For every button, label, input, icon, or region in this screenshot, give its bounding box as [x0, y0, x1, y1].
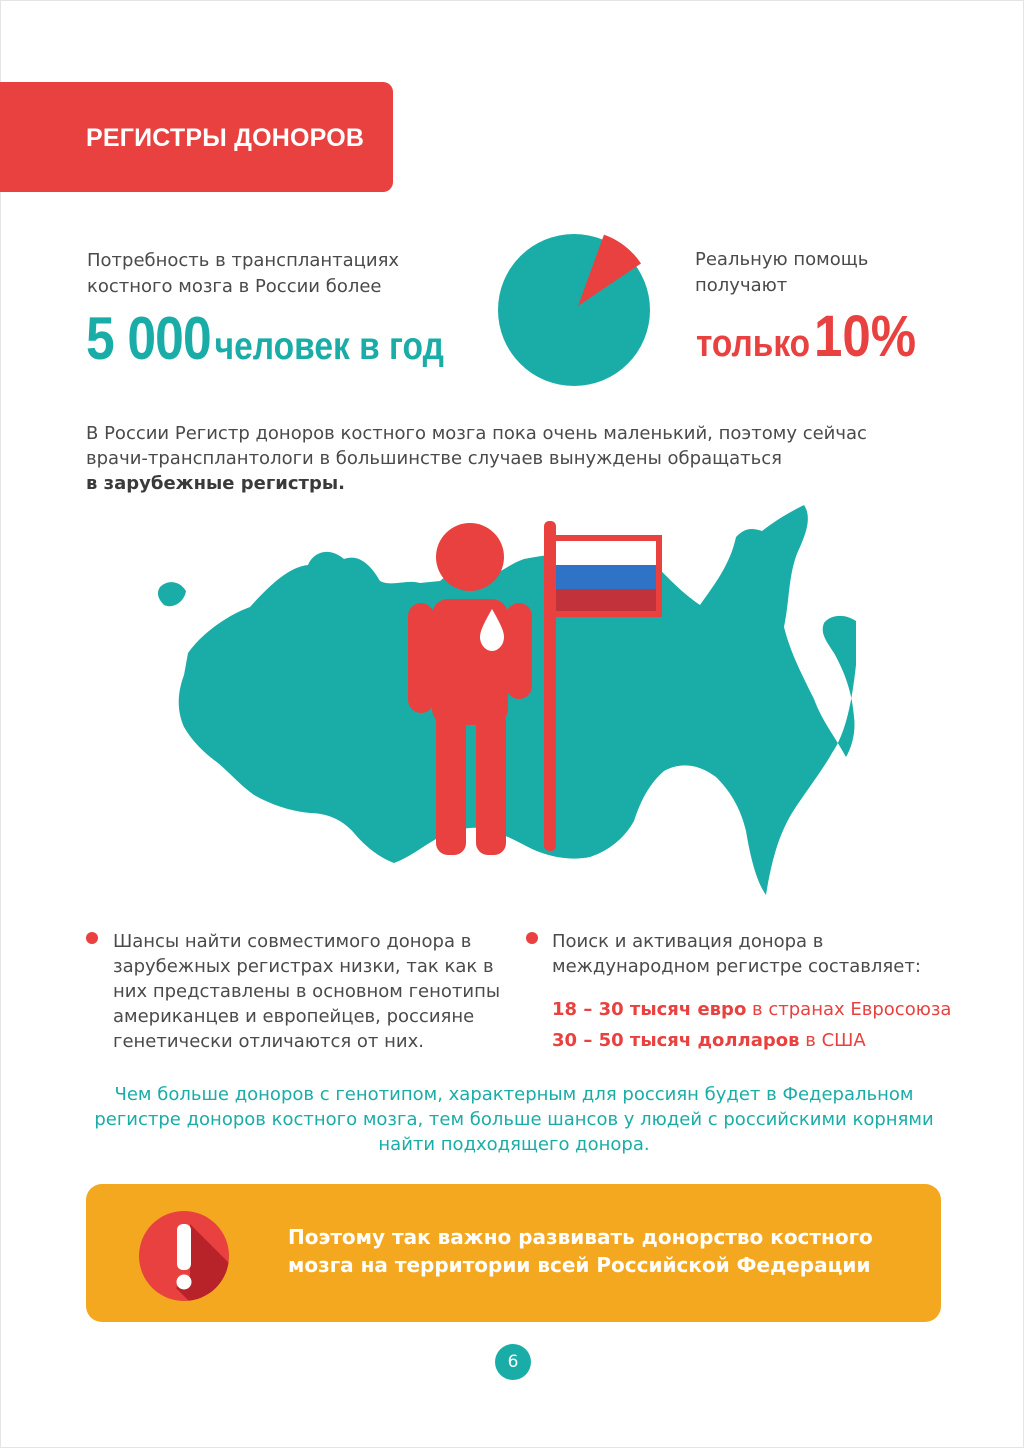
- flag-blue-stripe: [556, 565, 656, 589]
- right-line-1: Поиск и активация донора в: [552, 931, 824, 952]
- donor-arm-right: [506, 603, 532, 699]
- alert-line-2: мозга на территории всей Российской Федерации: [288, 1253, 871, 1277]
- exclamation-icon: [138, 1210, 230, 1302]
- flag-white-stripe: [556, 541, 656, 565]
- donor-leg-right: [476, 709, 506, 855]
- help-figure: [696, 303, 916, 370]
- price-eu: [552, 994, 952, 1025]
- price-usa: [552, 1025, 952, 1056]
- need-number: 5 000: [86, 305, 211, 372]
- genotype-note: [60, 1082, 968, 1157]
- donor-arm-left: [408, 603, 434, 713]
- intro-bold-line: в зарубежные регистры.: [86, 473, 345, 494]
- need-line-2: костного мозга в России более: [87, 276, 382, 297]
- search-cost: [552, 929, 952, 1056]
- alert-line-1: Поэтому так важно развивать донорство костного: [288, 1225, 873, 1249]
- help-line-2: получают: [695, 275, 788, 296]
- note-line-3: найти подходящего донора.: [378, 1134, 650, 1155]
- need-unit: человек в год: [214, 325, 444, 368]
- help-share-pie-chart: [496, 228, 654, 386]
- russia-map: [179, 505, 856, 895]
- donor-leg-left: [436, 709, 466, 855]
- intro-paragraph: [86, 421, 946, 496]
- need-line-1: Потребность в трансплантациях: [87, 250, 400, 271]
- intro-line-2: врачи-трансплантологи в большинстве случаев вынуждены обращаться: [86, 448, 782, 469]
- left-line-1: Шансы найти совместимого донора в: [113, 931, 472, 952]
- island-left: [158, 582, 186, 606]
- page-number: 6: [495, 1344, 531, 1380]
- right-line-2: международном регистре составляет:: [552, 956, 921, 977]
- left-line-2: зарубежных регистрах низки, так как в: [113, 956, 494, 977]
- bullet-left: [86, 932, 98, 944]
- help-percent: 10%: [813, 304, 917, 369]
- help-line-1: Реальную помощь: [695, 249, 869, 270]
- flag-red-stripe: [556, 589, 656, 611]
- price-eu-where: в странах Евросоюза: [746, 999, 952, 1020]
- donor-head: [436, 523, 504, 591]
- need-figure: [86, 304, 444, 373]
- left-line-5: генетически отличаются от них.: [113, 1031, 424, 1052]
- price-list: [552, 994, 952, 1056]
- russia-map-illustration: [140, 495, 860, 915]
- need-description: [87, 248, 427, 300]
- bullet-right: [526, 932, 538, 944]
- help-description: [695, 247, 915, 299]
- help-word: только: [696, 323, 811, 365]
- alert-text: [288, 1223, 908, 1279]
- left-line-4: американцев и европейцев, россияне: [113, 1006, 475, 1027]
- price-usa-amount: 30 – 50 тысяч долларов: [552, 1030, 800, 1051]
- price-eu-amount: 18 – 30 тысяч евро: [552, 999, 747, 1020]
- page-title: РЕГИСТРЫ ДОНОРОВ: [86, 124, 365, 152]
- note-line-2: регистре доноров костного мозга, тем больше шансов у людей с российскими корнями: [94, 1109, 934, 1130]
- left-line-3: них представлены в основном генотипы: [113, 981, 501, 1002]
- intro-line-1: В России Регистр доноров костного мозга пока очень маленький, поэтому сейчас: [86, 423, 867, 444]
- foreign-registry-chances: [113, 929, 513, 1054]
- note-line-1: Чем больше доноров с генотипом, характерным для россиян будет в Федеральном: [114, 1084, 914, 1105]
- price-usa-where: в США: [799, 1030, 866, 1051]
